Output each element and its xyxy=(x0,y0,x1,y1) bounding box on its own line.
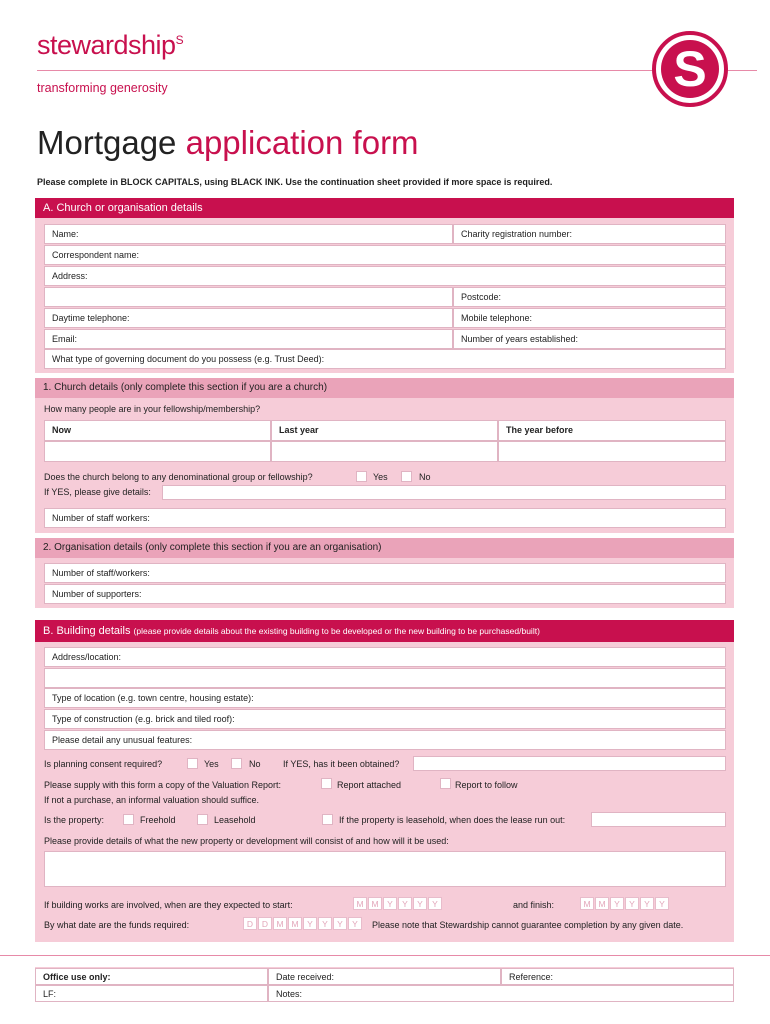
registered-mark: S xyxy=(175,33,184,47)
report-follow-label: Report to follow xyxy=(455,780,518,790)
now-input[interactable] xyxy=(44,441,271,462)
denomination-yes-label: Yes xyxy=(373,472,388,482)
works-start-question: If building works are involved, when are they expected to start: xyxy=(44,900,293,910)
if-yes-details-label: If YES, please give details: xyxy=(44,487,151,497)
report-attached-checkbox[interactable] xyxy=(321,778,332,789)
denomination-details-field[interactable] xyxy=(162,485,726,500)
date-box[interactable]: Y xyxy=(413,897,427,910)
date-box[interactable]: D xyxy=(243,917,257,930)
denomination-no-checkbox[interactable] xyxy=(401,471,412,482)
report-attached-label: Report attached xyxy=(337,780,402,790)
header-divider xyxy=(37,70,757,71)
start-date-input[interactable] xyxy=(353,897,443,910)
date-box[interactable]: Y xyxy=(610,897,624,910)
office-use-only-label: Office use only: xyxy=(35,968,268,985)
page-title: Mortgage application form xyxy=(37,124,419,161)
date-box[interactable]: M xyxy=(580,897,594,910)
staff-workers-field[interactable]: Number of staff workers: xyxy=(44,508,726,528)
development-details-field[interactable] xyxy=(44,851,726,887)
report-follow-checkbox[interactable] xyxy=(440,778,451,789)
leasehold-checkbox[interactable] xyxy=(197,814,208,825)
planning-obtained-label: If YES, has it been obtained? xyxy=(283,759,400,769)
funds-date-input[interactable] xyxy=(243,917,363,930)
date-box[interactable]: Y xyxy=(348,917,362,930)
type-of-location-field[interactable]: Type of location (e.g. town centre, housing estate): xyxy=(44,688,726,708)
address-line-field[interactable] xyxy=(44,287,453,307)
building-address-field[interactable]: Address/location: xyxy=(44,647,726,667)
email-field[interactable]: Email: xyxy=(44,329,453,349)
date-box[interactable]: Y xyxy=(383,897,397,910)
col-last-year: Last year xyxy=(271,420,498,441)
development-details-question: Please provide details of what the new property or development will consist of and how will it be used: xyxy=(44,836,449,846)
date-box[interactable]: Y xyxy=(398,897,412,910)
denomination-no-label: No xyxy=(419,472,431,482)
date-box[interactable]: Y xyxy=(318,917,332,930)
address-field[interactable]: Address: xyxy=(44,266,726,286)
stewardship-logo-icon: S xyxy=(661,40,719,98)
date-box[interactable]: Y xyxy=(428,897,442,910)
unusual-features-field[interactable]: Please detail any unusual features: xyxy=(44,730,726,750)
years-established-field[interactable]: Number of years established: xyxy=(453,329,726,349)
lf-field[interactable]: LF: xyxy=(35,985,268,1002)
freehold-label: Freehold xyxy=(140,815,176,825)
year-before-input[interactable] xyxy=(498,441,726,462)
daytime-telephone-field[interactable]: Daytime telephone: xyxy=(44,308,453,328)
building-address-line-field[interactable] xyxy=(44,668,726,688)
postcode-field[interactable]: Postcode: xyxy=(453,287,726,307)
section-b-note: (please provide details about the existing building to be developed or the new building to be purchased/built) xyxy=(133,626,540,636)
planning-obtained-field[interactable] xyxy=(413,756,726,771)
valuation-report-label: Please supply with this form a copy of the Valuation Report: xyxy=(44,780,281,790)
date-box[interactable]: D xyxy=(258,917,272,930)
date-box[interactable]: Y xyxy=(640,897,654,910)
date-box[interactable]: M xyxy=(595,897,609,910)
section-b-title: B. Building details xyxy=(43,625,131,637)
brand-name: stewardship$^S$ xyxy=(37,30,184,60)
finish-label: and finish: xyxy=(513,900,555,910)
freehold-checkbox[interactable] xyxy=(123,814,134,825)
property-type-question: Is the property: xyxy=(44,815,105,825)
staff-count-field[interactable]: Number of staff/workers: xyxy=(44,563,726,583)
planning-no-label: No xyxy=(249,759,261,769)
name-field[interactable]: Name: xyxy=(44,224,453,244)
reference-field[interactable]: Reference: xyxy=(501,968,734,985)
leasehold-label: Leasehold xyxy=(214,815,256,825)
lease-run-checkbox[interactable] xyxy=(322,814,333,825)
date-box[interactable]: M xyxy=(288,917,302,930)
section-b-header xyxy=(35,620,734,642)
supporters-field[interactable]: Number of supporters: xyxy=(44,584,726,604)
funds-date-question: By what date are the funds required: xyxy=(44,920,190,930)
date-box[interactable]: Y xyxy=(333,917,347,930)
date-box[interactable]: Y xyxy=(625,897,639,910)
governing-document-field[interactable]: What type of governing document do you possess (e.g. Trust Deed): xyxy=(44,349,726,369)
informal-valuation-note: If not a purchase, an informal valuation should suffice. xyxy=(44,795,259,805)
footer-divider xyxy=(0,955,770,956)
planning-yes-checkbox[interactable] xyxy=(187,758,198,769)
finish-date-input[interactable] xyxy=(580,897,670,910)
lease-run-label: If the property is leasehold, when does the lease run out: xyxy=(339,815,566,825)
planning-no-checkbox[interactable] xyxy=(231,758,242,769)
col-now: Now xyxy=(44,420,271,441)
planning-consent-question: Is planning consent required? xyxy=(44,759,163,769)
section-2-header: 2. Organisation details (only complete this section if you are an organisation) xyxy=(35,538,734,558)
type-of-construction-field[interactable]: Type of construction (e.g. brick and tiled roof): xyxy=(44,709,726,729)
planning-yes-label: Yes xyxy=(204,759,219,769)
date-box[interactable]: M xyxy=(273,917,287,930)
lease-run-out-field[interactable] xyxy=(591,812,726,827)
mobile-telephone-field[interactable]: Mobile telephone: xyxy=(453,308,726,328)
denomination-yes-checkbox[interactable] xyxy=(356,471,367,482)
date-box[interactable]: M xyxy=(353,897,367,910)
date-box[interactable]: M xyxy=(368,897,382,910)
instructions: Please complete in BLOCK CAPITALS, using BLACK INK. Use the continuation sheet provided if more space is required. xyxy=(37,177,553,187)
section-1-header: 1. Church details (only complete this section if you are a church) xyxy=(35,378,734,398)
correspondent-field[interactable]: Correspondent name: xyxy=(44,245,726,265)
charity-number-field[interactable]: Charity registration number: xyxy=(453,224,726,244)
guarantee-note: Please note that Stewardship cannot guarantee completion by any given date. xyxy=(372,920,684,930)
date-box[interactable]: Y xyxy=(655,897,669,910)
last-year-input[interactable] xyxy=(271,441,498,462)
date-box[interactable]: Y xyxy=(303,917,317,930)
brand-tagline: transforming generosity xyxy=(37,81,168,95)
denomination-question: Does the church belong to any denominational group or fellowship? xyxy=(44,472,313,482)
fellowship-question: How many people are in your fellowship/membership? xyxy=(44,404,261,414)
col-year-before: The year before xyxy=(498,420,726,441)
section-a-header: A. Church or organisation details xyxy=(35,198,734,218)
notes-field[interactable]: Notes: xyxy=(268,985,734,1002)
date-received-field[interactable]: Date received: xyxy=(268,968,501,985)
